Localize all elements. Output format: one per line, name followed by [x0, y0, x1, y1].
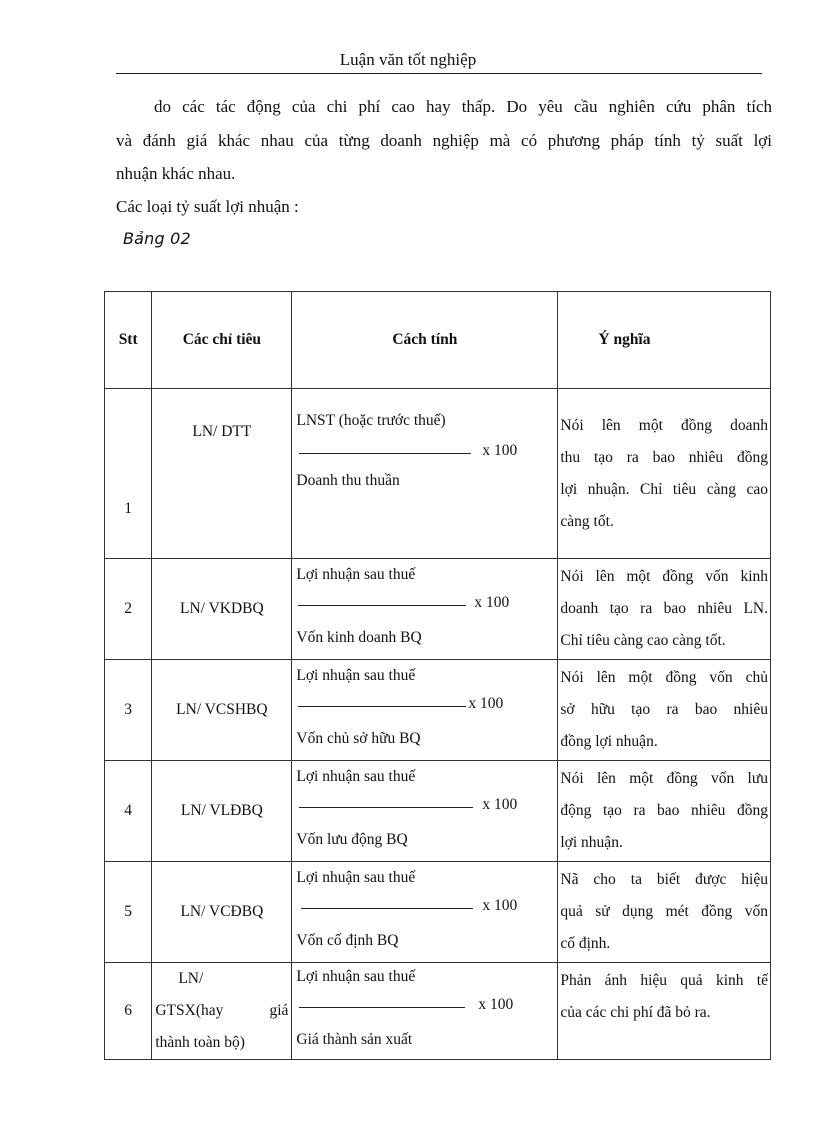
fraction-bar: [299, 1007, 465, 1008]
row-stt: 1: [105, 389, 152, 559]
formula-multiplier: x 100: [478, 996, 514, 1013]
row-stt: 3: [105, 660, 152, 761]
table-row: [105, 862, 771, 963]
formula-numerator: LNST (hoặc trước thuế): [296, 412, 446, 429]
paragraph-line-1: do các tác động của chi phí cao hay thấp. Do yêu cầu nghiên cứu phân tích: [154, 97, 772, 116]
row-stt: 4: [105, 761, 152, 862]
row-name: [152, 963, 292, 1060]
table-row: [105, 963, 771, 1060]
table-caption: Bảng 02: [123, 229, 191, 248]
table-row: [105, 389, 771, 559]
meaning-line: Nói lên một đồng vốn chủ: [560, 669, 768, 686]
row-meaning: [558, 963, 771, 1060]
row-name: LN/ VCĐBQ: [152, 862, 292, 963]
row-name: LN/ VKDBQ: [152, 559, 292, 660]
fraction-bar: [299, 453, 471, 454]
formula-numerator: Lợi nhuận sau thuế: [296, 667, 416, 684]
meaning-line: quả sử dụng mét đồng vốn: [560, 903, 768, 920]
name-line: thành toàn bộ): [155, 1034, 245, 1051]
list-intro: Các loại tỷ suất lợi nhuận :: [116, 197, 299, 216]
fraction-bar: [299, 807, 473, 808]
profit-ratio-table: [104, 291, 771, 1060]
row-calc: [292, 559, 558, 660]
formula-denominator: Doanh thu thuần: [296, 472, 400, 489]
fraction-bar: [301, 908, 473, 909]
formula-numerator: Lợi nhuận sau thuế: [296, 968, 416, 985]
meaning-line: lợi nhuận. Chỉ tiêu càng cao: [560, 480, 768, 498]
meaning-line: Nói lên một đồng vốn kinh: [560, 568, 768, 585]
formula-multiplier: x 100: [482, 442, 518, 459]
header-meaning: Ý nghĩa: [558, 292, 771, 389]
row-meaning: [558, 389, 771, 559]
meaning-line: sở hữu tạo ra bao nhiêu: [560, 701, 768, 718]
row-stt: 6: [105, 963, 152, 1060]
header-name: Các chỉ tiêu: [152, 292, 292, 389]
meaning-line: doanh tạo ra bao nhiêu LN.: [560, 600, 768, 617]
table-row: [105, 660, 771, 761]
formula-multiplier: x 100: [468, 695, 504, 712]
formula-multiplier: x 100: [482, 796, 518, 813]
row-meaning: [558, 761, 771, 862]
table-header-row: [105, 292, 771, 389]
formula-denominator: Vốn chủ sở hữu BQ: [296, 730, 421, 747]
page-header-title: Luận văn tốt nghiệp: [339, 50, 477, 69]
row-name: LN/ DTT: [152, 389, 292, 559]
formula-denominator: Vốn cố định BQ: [296, 932, 399, 949]
meaning-line: đồng lợi nhuận.: [560, 733, 658, 750]
row-calc: [292, 389, 558, 559]
formula-multiplier: x 100: [474, 594, 510, 611]
table-row: [105, 761, 771, 862]
row-meaning: [558, 862, 771, 963]
meaning-line: động tạo ra bao nhiêu đồng: [560, 802, 768, 819]
row-calc: [292, 761, 558, 862]
meaning-line: lợi nhuận.: [560, 834, 623, 851]
row-name: LN/ VLĐBQ: [152, 761, 292, 862]
meaning-line: thu tạo ra bao nhiêu đồng: [560, 448, 768, 466]
formula-numerator: Lợi nhuận sau thuế: [296, 869, 416, 886]
row-meaning: [558, 559, 771, 660]
meaning-line: càng tốt.: [560, 512, 614, 530]
formula-denominator: Vốn lưu động BQ: [296, 831, 408, 848]
meaning-line: Phản ánh hiệu quả kinh tế: [560, 972, 768, 989]
row-stt: 2: [105, 559, 152, 660]
paragraph-line-2: và đánh giá khác nhau của từng doanh nghiệp mà có phương pháp tính tỷ suất lợi: [116, 131, 772, 150]
meaning-line: Nã cho ta biết được hiệu: [560, 871, 768, 888]
fraction-bar: [298, 605, 466, 606]
meaning-line: Nói lên một đồng vốn lưu: [560, 770, 768, 787]
formula-numerator: Lợi nhuận sau thuế: [296, 566, 416, 583]
row-name: LN/ VCSHBQ: [152, 660, 292, 761]
formula-denominator: Giá thành sản xuất: [296, 1031, 413, 1048]
header-calc: Cách tính: [292, 292, 558, 389]
row-calc: [292, 963, 558, 1060]
table-row: [105, 559, 771, 660]
row-calc: [292, 660, 558, 761]
meaning-line: Chỉ tiêu càng cao càng tốt.: [560, 632, 726, 649]
meaning-line: cố định.: [560, 935, 611, 952]
meaning-line: Nói lên một đồng doanh: [560, 416, 768, 434]
row-meaning: [558, 660, 771, 761]
header-rule: [116, 73, 762, 74]
paragraph-line-3: nhuận khác nhau.: [116, 164, 236, 183]
header-stt: Stt: [105, 292, 152, 389]
fraction-bar: [298, 706, 466, 707]
name-line: GTSX(hay giá: [155, 1002, 289, 1019]
name-line: LN/: [178, 970, 204, 987]
meaning-line: của các chi phí đã bỏ ra.: [560, 1004, 711, 1021]
formula-numerator: Lợi nhuận sau thuế: [296, 768, 416, 785]
formula-multiplier: x 100: [482, 897, 518, 914]
row-calc: [292, 862, 558, 963]
row-stt: 5: [105, 862, 152, 963]
formula-denominator: Vốn kinh doanh BQ: [296, 629, 422, 646]
